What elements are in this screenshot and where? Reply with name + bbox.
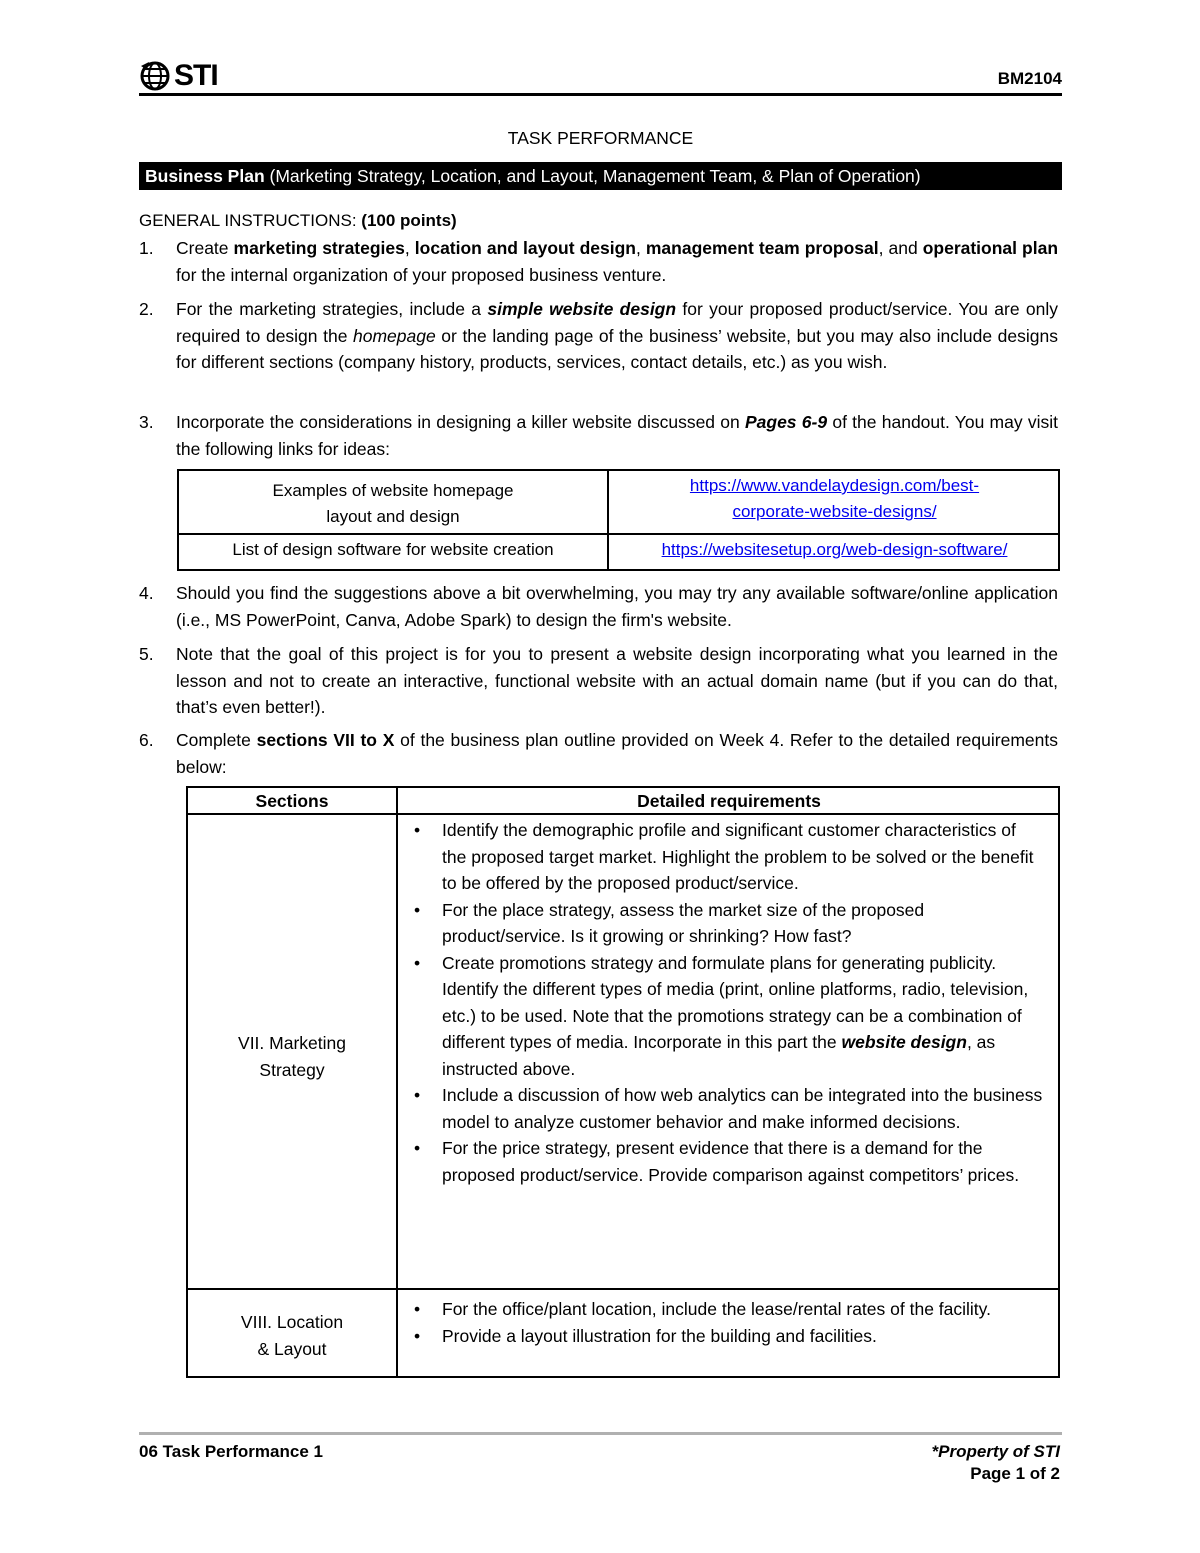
list-item: • For the place strategy, assess the market size of the proposed product/service. Is it growing or shrinking? How fast? [414, 899, 925, 946]
item-number: 4. [139, 583, 154, 603]
table-cell: List of design software for website creation [232, 540, 554, 559]
item-number: 2. [139, 299, 154, 319]
item-text: Create marketing strategies, location and layout design, management team proposal, and operational plan for the internal organization of your proposed business venture. [176, 238, 1059, 285]
page-title: TASK PERFORMANCE [507, 128, 694, 148]
table-header-sections: Sections [255, 791, 329, 811]
section-cell: VII. Marketing Strategy [238, 1033, 346, 1080]
footer-divider [139, 1432, 1062, 1435]
footer-right [932, 1441, 1060, 1485]
link-websitesetup[interactable]: https://websitesetup.org/web-design-software/ [661, 540, 1008, 559]
item-text: For the marketing strategies, include a simple website design for your proposed product/service. You are only required to design the homepage or the landing page of the business’ website, but you may also include designs for different sections (company history, products, services, contact details, etc.) as you wish. [176, 299, 1058, 372]
list-item: • Identify the demographic profile and significant customer characteristics of the proposed target market. Highlight the problem to be solved or the benefit to be offered by the proposed product/service. [414, 820, 1034, 893]
links-table [177, 469, 1060, 571]
item-text: Note that the goal of this project is for you to present a website design incorporating what you learned in the lesson and not to create an interactive, functional website with an actual domain name (but if you can do that, that’s even better!). [176, 644, 1058, 717]
requirements-list [414, 817, 1044, 1188]
globe-icon [139, 60, 173, 92]
table-cell [609, 473, 1060, 525]
table-cell [609, 537, 1060, 563]
item-text: Should you find the suggestions above a bit overwhelming, you may try any available software/online application (i.e., MS PowerPoint, Canva, Adobe Spark) to design the firm's website. [176, 583, 1058, 630]
banner-bold: Business Plan [145, 166, 265, 186]
item-text: Incorporate the considerations in designing a killer website discussed on Pages 6-9 of the handout. You may visit the following links for ideas: [176, 412, 1058, 459]
link-vandelay[interactable]: https://www.vandelaydesign.com/best- [689, 476, 980, 495]
item-number: 1. [139, 238, 154, 258]
page-number: Page 1 of 2 [970, 1464, 1060, 1483]
gi-label: GENERAL INSTRUCTIONS: [139, 211, 362, 230]
list-item: • For the office/plant location, include the lease/rental rates of the facility. [414, 1299, 991, 1319]
section-banner [139, 162, 1062, 190]
footer-left: 06 Task Performance 1 [139, 1442, 323, 1461]
section-cell: VIII. Location & Layout [240, 1312, 344, 1359]
page-header [139, 60, 1062, 96]
gi-points: (100 points) [361, 211, 457, 230]
link-vandelay-2[interactable]: corporate-website-designs/ [732, 502, 937, 521]
list-item: • Include a discussion of how web analytics can be integrated into the business model to analyze customer behavior and make informed decisions. [414, 1085, 1043, 1132]
list-item: • For the price strategy, present evidence that there is a demand for the proposed product/service. Provide comparison against competitors’ prices. [414, 1138, 1020, 1185]
footer-property: *Property of STI [931, 1442, 1060, 1461]
requirements-table [186, 786, 1060, 1378]
list-item: • Create promotions strategy and formulate plans for generating publicity. Identify the different types of media (print, online platforms, radio, television, etc.) to be used. Note that the promotions strategy can be a combination of different types of media. Incorporate in this part the website design, as instructed above. [414, 952, 1029, 1079]
table-header-requirements: Detailed requirements [637, 791, 821, 811]
item-number: 5. [139, 644, 154, 664]
item-number: 6. [139, 730, 154, 750]
sti-logo [139, 60, 218, 92]
general-instructions [139, 208, 457, 234]
table-cell: Examples of website homepage layout and design [272, 481, 514, 526]
item-text: Complete sections VII to X of the business plan outline provided on Week 4. Refer to the detailed requirements below: [176, 730, 1058, 777]
logo-text: STI [174, 59, 218, 92]
requirements-list [414, 1296, 1044, 1349]
banner-rest: (Marketing Strategy, Location, and Layout, Management Team, & Plan of Operation) [264, 166, 921, 186]
list-item: • Provide a layout illustration for the building and facilities. [414, 1325, 877, 1346]
course-code: BM2104 [997, 69, 1062, 88]
item-number: 3. [139, 412, 154, 432]
